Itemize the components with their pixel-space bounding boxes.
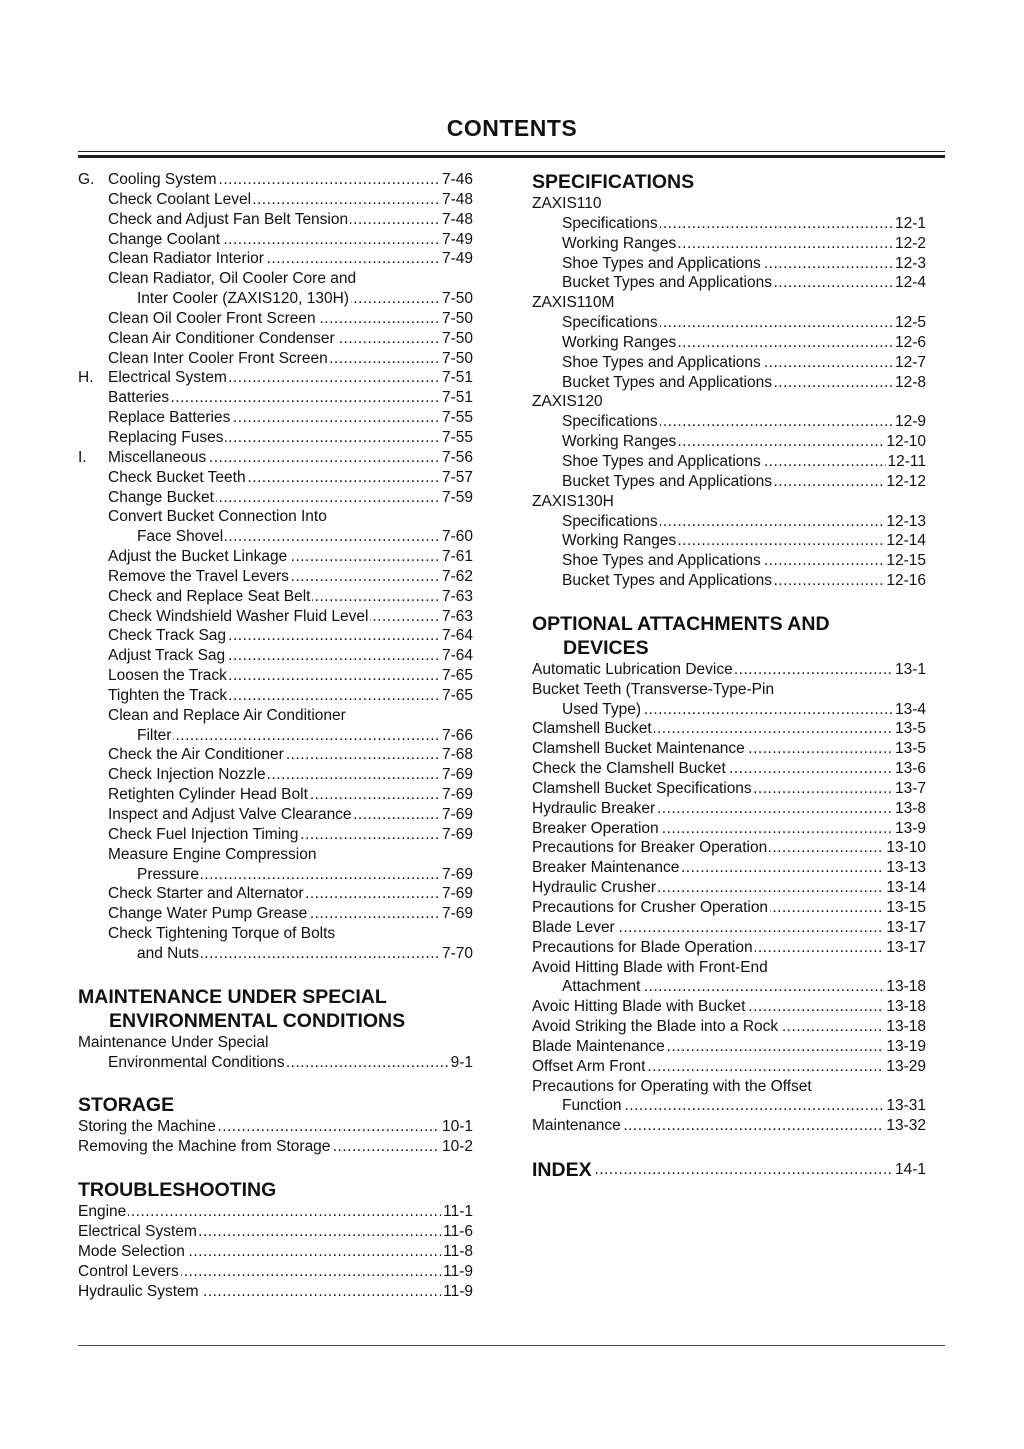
toc-entry-label: ZAXIS130H (532, 492, 614, 510)
toc-entry-page: 11-9 (443, 1262, 473, 1280)
toc-entry-page: 7-60 (441, 528, 473, 546)
toc-entry-page: 7-68 (441, 746, 473, 764)
toc-entry[interactable] (78, 547, 473, 567)
toc-entry-page: 12-8 (894, 373, 926, 391)
toc-entry-page: 12-4 (894, 274, 926, 292)
toc-entry[interactable] (78, 1202, 473, 1222)
toc-entry-label: Check Tightening Torque of Bolts (108, 925, 336, 943)
toc-entry-page: 13-13 (886, 859, 926, 877)
toc-entry-label: Clamshell Bucket (532, 720, 652, 738)
toc-entry[interactable] (78, 527, 473, 547)
toc-entry-page: 13-14 (886, 879, 926, 897)
section-heading-line: ENVIRONMENTAL CONDITIONS (109, 1009, 406, 1032)
toc-entry[interactable] (78, 765, 473, 785)
toc-entry[interactable] (78, 944, 473, 964)
toc-entry[interactable] (78, 805, 473, 825)
toc-entry-page: 7-69 (441, 766, 473, 784)
toc-entry-label: Check Fuel Injection Timing (108, 825, 299, 843)
toc-entry[interactable] (532, 551, 926, 571)
toc-entry-label: Adjust Track Sag (108, 647, 226, 665)
toc-entry-page: 7-48 (441, 210, 473, 228)
toc-entry-page: 7-65 (441, 667, 473, 685)
toc-entry-page: 12-14 (886, 532, 926, 550)
toc-entry[interactable] (532, 878, 926, 898)
toc-entry[interactable] (78, 686, 473, 706)
toc-entry[interactable] (532, 452, 926, 472)
toc-entry-label: Bucket Types and Applications (562, 472, 772, 490)
toc-entry[interactable] (532, 819, 926, 839)
toc-entry-page: 7-63 (441, 607, 473, 625)
toc-entry[interactable] (532, 353, 926, 373)
toc-entry-page: 11-8 (443, 1242, 473, 1260)
toc-entry-label: Pressure (137, 865, 200, 883)
toc-entry-page: 7-55 (441, 409, 473, 427)
toc-entry-page: 7-63 (441, 587, 473, 605)
toc-entry[interactable] (532, 472, 926, 492)
toc-entry-label: Change Coolant (108, 230, 221, 248)
toc-entry-page: 12-15 (886, 552, 926, 570)
toc-entry[interactable] (532, 719, 926, 739)
toc-entry[interactable] (532, 858, 926, 878)
toc-entry-label: Check Windshield Washer Fluid Level (108, 607, 369, 625)
toc-entry[interactable] (78, 845, 473, 865)
toc-entry-page: 7-69 (441, 825, 473, 843)
toc-entry[interactable] (78, 230, 473, 250)
toc-entry-label: Filter (137, 726, 172, 744)
toc-entry[interactable] (532, 531, 926, 551)
toc-entry-label: Hydraulic Crusher (532, 879, 657, 897)
toc-entry-label: Shoe Types and Applications (562, 353, 761, 371)
toc-entry[interactable] (532, 432, 926, 452)
toc-entry[interactable] (532, 512, 926, 532)
toc-entry[interactable] (532, 1116, 926, 1136)
toc-entry[interactable] (78, 1033, 473, 1053)
toc-entry-label: Change Bucket (108, 488, 214, 506)
toc-entry-page: 13-18 (886, 978, 926, 996)
toc-entry[interactable] (532, 492, 926, 512)
toc-entry-page: 7-62 (441, 567, 473, 585)
toc-entry-page: 13-17 (886, 938, 926, 956)
toc-entry-page: 12-10 (886, 433, 926, 451)
toc-entry-label: Bucket Teeth (Transverse-Type-Pin (532, 680, 775, 698)
toc-entry-page: 7-56 (441, 448, 473, 466)
toc-entry-label: Batteries (108, 389, 170, 407)
toc-entry-page: 13-4 (894, 700, 926, 718)
toc-entry-label: Working Ranges (562, 433, 677, 451)
toc-entry-page: 13-5 (894, 740, 926, 758)
toc-entry[interactable] (532, 1017, 926, 1037)
toc-entry[interactable] (78, 825, 473, 845)
leader-dots (137, 726, 473, 746)
toc-entry-page: 7-50 (441, 309, 473, 327)
toc-entry[interactable] (532, 759, 926, 779)
toc-entry-page: 14-1 (893, 1157, 926, 1183)
toc-entry-page: 7-69 (441, 885, 473, 903)
toc-entry[interactable] (78, 428, 473, 448)
toc-entry[interactable] (78, 587, 473, 607)
toc-entry-label: Maintenance Under Special (78, 1033, 269, 1051)
toc-entry-label: Blade Maintenance (532, 1037, 665, 1055)
section-spacer (78, 1157, 473, 1178)
toc-entry-label: Environmental Conditions (108, 1053, 285, 1071)
toc-entry-label: Specifications (562, 214, 658, 232)
toc-entry[interactable] (532, 1096, 926, 1116)
toc-entry[interactable] (532, 313, 926, 333)
toc-entry-label: Clean Oil Cooler Front Screen (108, 309, 316, 327)
toc-entry-page: 7-50 (441, 329, 473, 347)
page-title: CONTENTS (446, 115, 578, 141)
toc-entry-label: Avoid Striking the Blade into a Rock (532, 1018, 779, 1036)
toc-entry-label: Function (562, 1097, 622, 1115)
toc-entry-label: Cooling System (108, 171, 217, 188)
toc-entry-page: 12-9 (894, 413, 926, 431)
toc-entry[interactable] (78, 706, 473, 726)
toc-entry-label: Shoe Types and Applications (562, 452, 761, 470)
toc-entry-page: 12-3 (894, 254, 926, 272)
toc-entry-page: 7-49 (441, 250, 473, 268)
toc-entry[interactable] (78, 785, 473, 805)
toc-entry-label: Hydraulic System (78, 1282, 199, 1300)
toc-entry-page: 13-32 (886, 1117, 926, 1135)
toc-entry[interactable] (78, 190, 473, 210)
toc-entry-page: 7-55 (441, 428, 473, 446)
toc-entry-label: Replacing Fuses (108, 428, 224, 446)
toc-entry-letter: I. (78, 448, 87, 466)
toc-entry[interactable] (532, 194, 926, 214)
toc-entry-label: Electrical System (78, 1222, 197, 1240)
section-heading (78, 1093, 473, 1117)
toc-entry-page: 7-69 (441, 905, 473, 923)
toc-entry[interactable] (532, 680, 926, 700)
toc-entry-page: 13-6 (894, 760, 926, 778)
toc-entry-label: Shoe Types and Applications (562, 254, 761, 272)
toc-entry-label: Specifications (562, 512, 658, 530)
toc-entry-label: Convert Bucket Connection Into (108, 508, 327, 526)
section-heading-line: TROUBLESHOOTING (78, 1179, 277, 1202)
toc-entry[interactable] (78, 269, 473, 289)
toc-entry[interactable] (78, 1137, 473, 1157)
toc-entry-label: Clamshell Bucket Specifications (532, 779, 752, 797)
toc-entry-label: Storing the Machine (78, 1118, 216, 1136)
toc-entry-label: Bucket Types and Applications (562, 373, 772, 391)
toc-entry-page: 12-11 (887, 452, 926, 470)
toc-entry-label: Avoic Hitting Blade with Bucket (532, 998, 746, 1016)
toc-entry[interactable] (532, 333, 926, 353)
toc-entry-page: 13-1 (894, 660, 926, 678)
toc-entry-label: Inspect and Adjust Valve Clearance (108, 806, 352, 823)
toc-entry[interactable] (78, 924, 473, 944)
toc-entry-page: 13-8 (894, 799, 926, 817)
toc-entry-page: 7-69 (441, 865, 473, 883)
section-spacer (532, 1136, 926, 1157)
toc-entry-page: 13-7 (894, 779, 926, 797)
toc-entry-label: Control Levers (78, 1262, 179, 1280)
toc-entry-label: Loosen the Track (108, 667, 227, 685)
toc-entry-page: 7-51 (441, 369, 473, 387)
toc-entry-label: Clean and Replace Air Conditioner (108, 706, 346, 724)
footer-rule (78, 1345, 945, 1346)
toc-entry-label: Change Water Pump Grease (108, 905, 308, 923)
section-spacer (532, 591, 926, 612)
toc-entry[interactable] (78, 349, 473, 369)
toc-entry-label: Check and Adjust Fan Belt Tension (108, 210, 349, 228)
toc-entry-page: 13-9 (894, 819, 926, 837)
toc-entry-label: Tighten the Track (108, 686, 228, 704)
toc-entry-page: 7-69 (441, 806, 473, 823)
toc-left-column (78, 170, 473, 1301)
toc-entry[interactable] (78, 904, 473, 924)
toc-entry[interactable] (532, 214, 926, 234)
section-heading-line: MAINTENANCE UNDER SPECIAL (78, 985, 387, 1008)
toc-entry-label: Check the Clamshell Bucket (532, 760, 726, 778)
toc-entry-page: 10-1 (441, 1118, 473, 1136)
toc-entry-label: Miscellaneous (108, 448, 207, 466)
toc-entry[interactable] (532, 373, 926, 393)
toc-entry-label: Mode Selection (78, 1242, 185, 1260)
toc-entry[interactable] (532, 293, 926, 313)
toc-entry-page: 11-9 (443, 1282, 473, 1300)
toc-entry-letter: H. (78, 369, 94, 387)
toc-entry-label: Adjust the Bucket Linkage (108, 548, 288, 566)
toc-entry[interactable] (532, 1037, 926, 1057)
toc-entry-page: 7-65 (441, 686, 473, 704)
toc-entry[interactable] (532, 977, 926, 997)
toc-entry-page: 10-2 (441, 1138, 473, 1156)
section-heading (532, 170, 926, 194)
toc-entry-page: 12-16 (886, 572, 926, 590)
toc-entry-page: 7-50 (441, 349, 473, 367)
toc-entry-label: Check and Replace Seat Belt (108, 587, 311, 605)
toc-entry-label: Precautions for Breaker Operation (532, 839, 768, 857)
toc-entry-label: Working Ranges (562, 234, 677, 252)
section-heading (78, 985, 473, 1033)
toc-entry-page: 13-18 (886, 1018, 926, 1036)
toc-entry-label: Specifications (562, 314, 658, 332)
toc-entry-page: 13-31 (886, 1097, 926, 1115)
toc-entry[interactable] (78, 408, 473, 428)
toc-entry-label: ZAXIS110M (532, 294, 615, 312)
toc-entry[interactable] (78, 1282, 473, 1302)
toc-entry-page: 7-51 (441, 389, 473, 407)
toc-entry-label: Bucket Types and Applications (562, 572, 772, 590)
toc-entry-label: Clean Radiator, Oil Cooler Core and (108, 270, 357, 288)
toc-entry[interactable] (78, 388, 473, 408)
header-rule-thick (78, 155, 945, 158)
toc-entry-page: 12-12 (886, 472, 926, 490)
toc-entry-page: 7-48 (441, 190, 473, 208)
toc-entry-label: Clean Inter Cooler Front Screen (108, 349, 328, 367)
toc-entry[interactable] (78, 1242, 473, 1262)
toc-entry-label: Check Starter and Alternator (108, 885, 304, 903)
toc-entry-page: 12-13 (886, 512, 926, 530)
toc-entry[interactable] (532, 938, 926, 958)
toc-entry-label: Replace Batteries (108, 409, 231, 427)
leader-dots (78, 1202, 473, 1222)
toc-entry-page: 13-29 (886, 1057, 926, 1075)
toc-entry[interactable] (532, 571, 926, 591)
toc-entry[interactable] (532, 254, 926, 274)
toc-entry-page: 13-5 (894, 720, 926, 738)
toc-entry-label: Used Type) (562, 700, 641, 718)
toc-entry-label: Check Coolant Level (108, 190, 252, 208)
toc-entry[interactable] (78, 666, 473, 686)
toc-entry-label: Shoe Types and Applications (562, 552, 761, 570)
toc-entry[interactable] (532, 412, 926, 432)
toc-entry[interactable] (78, 607, 473, 627)
toc-entry-label: Precautions for Blade Operation (532, 938, 753, 956)
toc-entry-page: 13-19 (886, 1037, 926, 1055)
toc-entry-page: 12-7 (894, 353, 926, 371)
toc-entry[interactable] (78, 1053, 473, 1073)
toc-entry-page: 13-10 (886, 839, 926, 857)
toc-entry[interactable] (78, 249, 473, 269)
toc-entry-label: Check Track Sag (108, 627, 227, 645)
toc-entry[interactable] (532, 838, 926, 858)
toc-entry-label: Clean Air Conditioner Condenser (108, 329, 335, 347)
header-rule-thin (78, 151, 945, 152)
toc-entry[interactable] (78, 210, 473, 230)
toc-entry-label: Blade Lever (532, 918, 615, 936)
toc-entry-page: 12-6 (894, 333, 926, 351)
toc-entry-label: Working Ranges (562, 333, 677, 351)
toc-entry-page: 7-66 (441, 726, 473, 744)
toc-entry-label: Remove the Travel Levers (108, 567, 289, 585)
toc-entry-page: 7-69 (441, 786, 473, 804)
toc-entry-label: Clamshell Bucket Maintenance (532, 740, 745, 758)
toc-entry[interactable] (78, 289, 473, 309)
toc-entry[interactable] (78, 368, 473, 388)
toc-entry-label: ZAXIS110 (532, 195, 602, 212)
toc-entry-page: 7-46 (441, 171, 473, 188)
toc-entry-label: Check Injection Nozzle (108, 766, 266, 784)
section-heading (532, 612, 926, 660)
toc-entry[interactable] (78, 745, 473, 765)
toc-entry-label: Retighten Cylinder Head Bolt (108, 786, 308, 804)
toc-entry-page: 7-59 (441, 488, 473, 506)
toc-entry[interactable] (78, 626, 473, 646)
toc-entry[interactable] (78, 329, 473, 349)
toc-entry[interactable] (532, 1077, 926, 1097)
toc-entry-page: 11-6 (443, 1222, 473, 1240)
toc-entry[interactable] (532, 898, 926, 918)
toc-entry-label: Hydraulic Breaker (532, 799, 656, 817)
toc-entry-label: Precautions for Crusher Operation (532, 899, 769, 916)
toc-entry-page: 7-49 (441, 230, 473, 248)
toc-entry[interactable] (532, 918, 926, 938)
toc-entry[interactable] (78, 1117, 473, 1137)
toc-right-column (532, 170, 926, 1183)
toc-entry-page: 11-1 (443, 1203, 473, 1221)
toc-entry-page: 7-57 (441, 468, 473, 486)
toc-index-entry[interactable] (532, 1157, 926, 1183)
section-heading-line: DEVICES (563, 636, 649, 659)
toc-entry-label: Precautions for Operating with the Offset (532, 1077, 812, 1095)
toc-entry-label: Offset Arm Front (532, 1057, 646, 1075)
toc-entry[interactable] (78, 1222, 473, 1242)
toc-entry[interactable] (532, 779, 926, 799)
toc-entry-label: Avoid Hitting Blade with Front-End (532, 958, 768, 976)
toc-entry-label: Maintenance (532, 1117, 621, 1135)
toc-entry-label: Breaker Operation (532, 819, 659, 837)
toc-entry[interactable] (78, 726, 473, 746)
toc-entry[interactable] (532, 660, 926, 680)
toc-entry-page: 12-2 (894, 234, 926, 252)
toc-entry-label: Working Ranges (562, 532, 677, 550)
toc-entry-label: Measure Engine Compression (108, 845, 317, 863)
toc-entry[interactable] (78, 884, 473, 904)
toc-entry-label: Face Shovel (137, 528, 224, 546)
section-heading-line: SPECIFICATIONS (532, 171, 695, 193)
toc-entry-label: Bucket Types and Applications (562, 274, 772, 292)
toc-entry-label: Attachment (562, 978, 641, 996)
toc-entry-label: INDEX (532, 1159, 592, 1182)
section-spacer (78, 1072, 473, 1093)
toc-entry[interactable] (532, 997, 926, 1017)
toc-entry[interactable] (78, 309, 473, 329)
toc-entry[interactable] (78, 567, 473, 587)
toc-entry-label: Electrical System (108, 369, 227, 387)
toc-entry-page: 13-18 (886, 998, 926, 1016)
section-heading (78, 1178, 473, 1202)
toc-entry[interactable] (532, 234, 926, 254)
toc-entry[interactable] (532, 273, 926, 293)
toc-entry[interactable] (78, 170, 473, 190)
toc-entry[interactable] (532, 392, 926, 412)
toc-entry-page: 7-64 (441, 647, 473, 665)
toc-entry-page: 12-5 (894, 314, 926, 332)
toc-entry-page: 7-50 (441, 290, 473, 308)
toc-entry-label: and Nuts (137, 944, 200, 962)
toc-entry[interactable] (532, 799, 926, 819)
toc-entry[interactable] (78, 468, 473, 488)
toc-entry-label: Breaker Maintenance (532, 859, 680, 877)
toc-entry-label: Specifications (562, 413, 658, 431)
section-heading-line: STORAGE (78, 1094, 175, 1117)
section-heading-line: OPTIONAL ATTACHMENTS AND (532, 612, 830, 635)
toc-entry-label: Automatic Lubrication Device (532, 660, 733, 678)
toc-entry-label: Check Bucket Teeth (108, 468, 246, 486)
toc-entry-label: Clean Radiator Interior (108, 250, 264, 268)
toc-entry-page: 9-1 (450, 1053, 473, 1071)
toc-entry-page: 13-15 (886, 899, 926, 916)
toc-entry[interactable] (78, 646, 473, 666)
toc-entry[interactable] (78, 865, 473, 885)
toc-entry-label: Check the Air Conditioner (108, 746, 284, 764)
toc-entry[interactable] (532, 700, 926, 720)
toc-entry-page: 7-70 (441, 944, 473, 962)
toc-entry-page: 7-64 (441, 627, 473, 645)
toc-entry[interactable] (532, 1057, 926, 1077)
toc-entry-label: ZAXIS120 (532, 393, 603, 411)
toc-entry[interactable] (532, 739, 926, 759)
toc-entry[interactable] (78, 448, 473, 468)
toc-entry[interactable] (532, 958, 926, 978)
toc-entry-page: 7-61 (441, 548, 473, 566)
toc-entry-page: 13-17 (886, 918, 926, 936)
toc-entry-label: Inter Cooler (ZAXIS120, 130H) (137, 290, 349, 308)
toc-entry-label: Removing the Machine from Storage (78, 1138, 331, 1156)
toc-entry-label: Engine (78, 1203, 127, 1221)
toc-entry-page: 12-1 (894, 214, 926, 232)
toc-entry[interactable] (78, 507, 473, 527)
section-spacer (78, 964, 473, 985)
toc-entry[interactable] (78, 488, 473, 508)
toc-entry[interactable] (78, 1262, 473, 1282)
toc-entry-letter: G. (78, 171, 95, 188)
